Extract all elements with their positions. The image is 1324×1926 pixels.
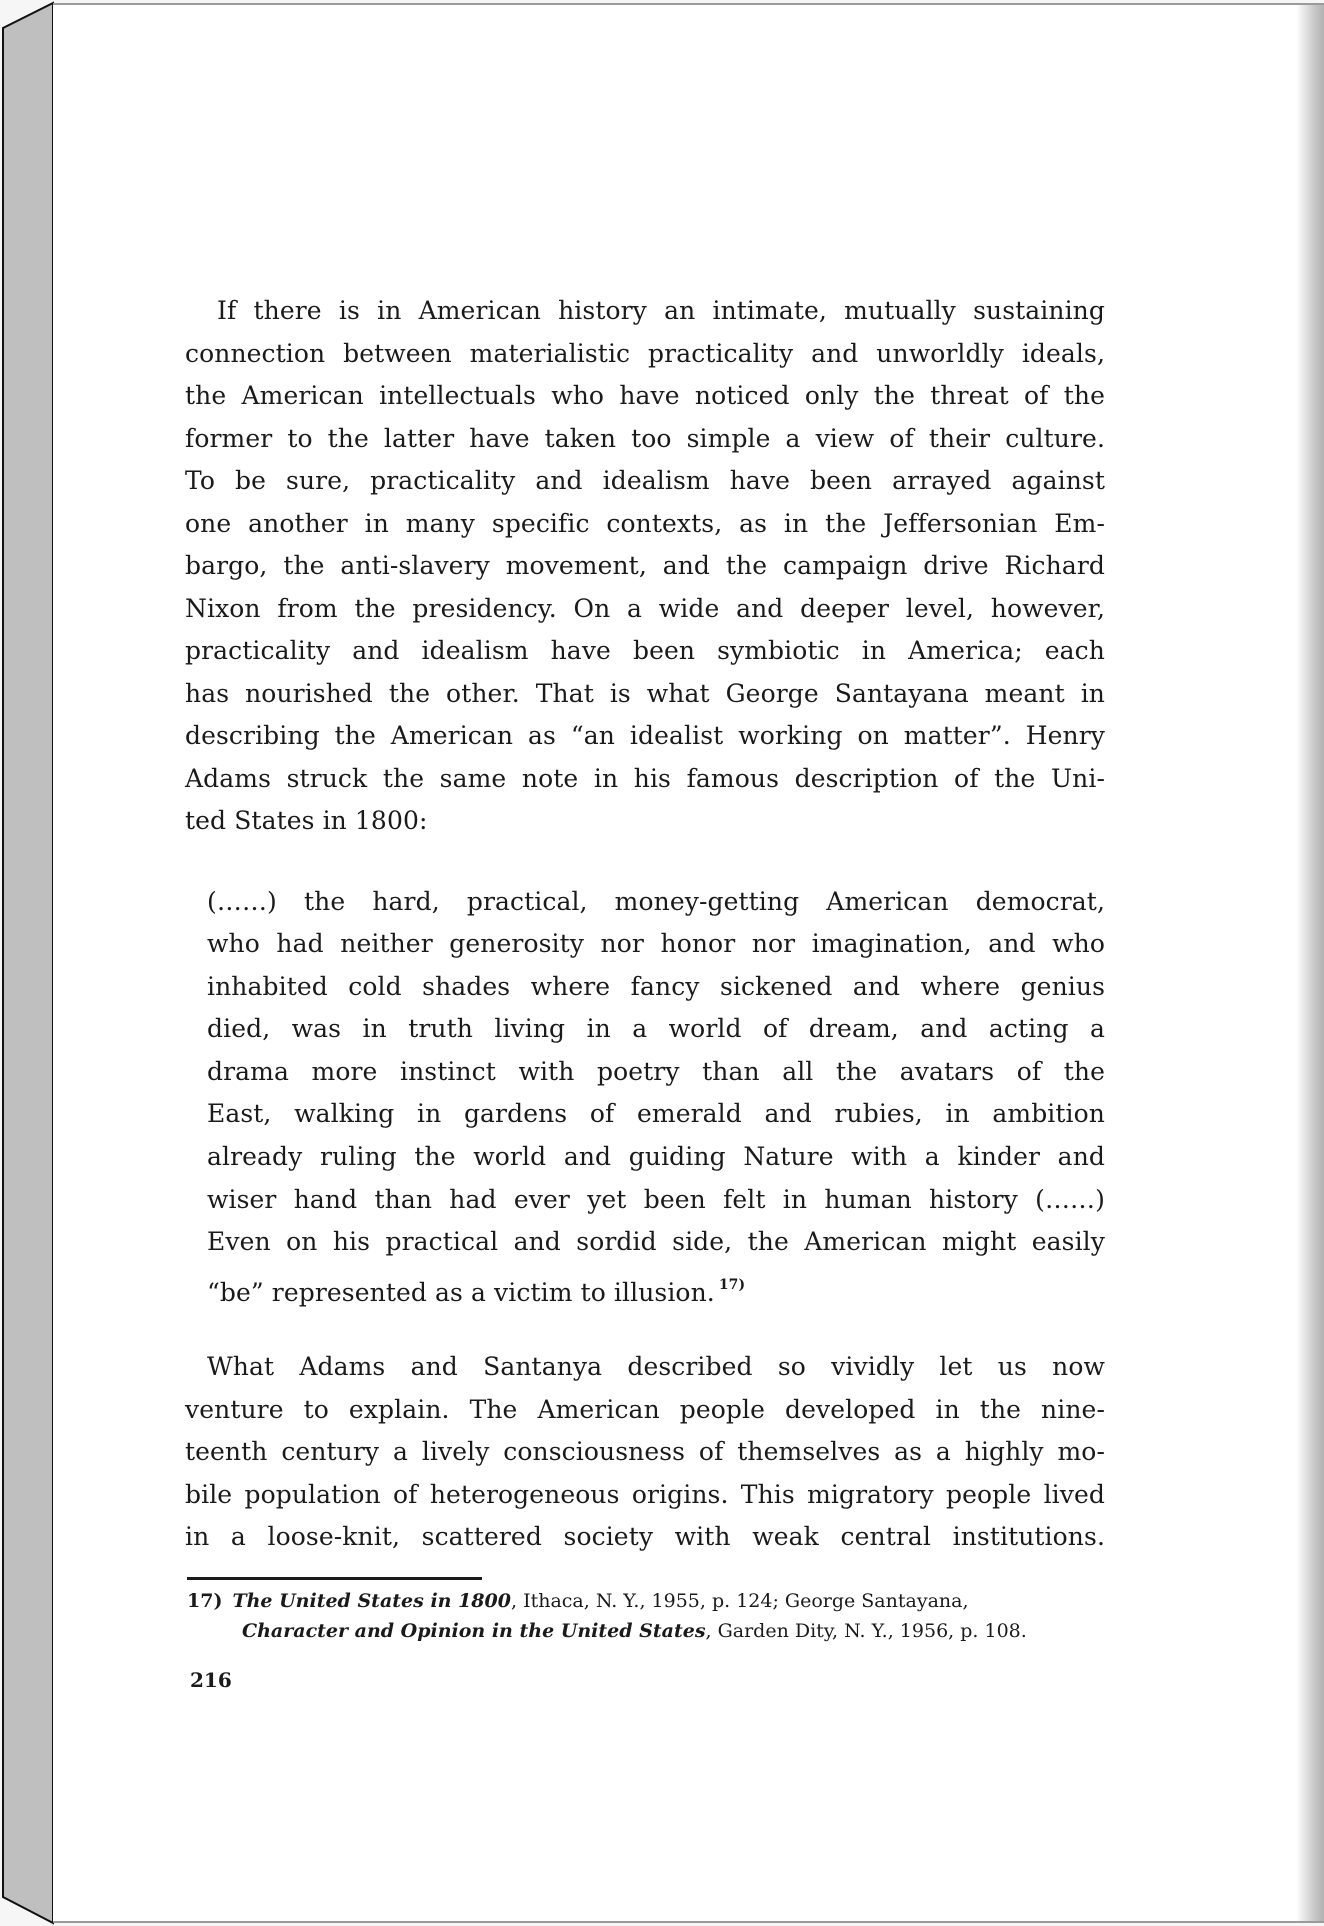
text-line: describing the American as “an idealist working on matter”. Henry bbox=[185, 721, 1105, 750]
text-line: connection between materialistic practicality and unworldly ideals, bbox=[185, 338, 1105, 368]
text-line: one another in many specific contexts, as in the Jeffersonian Em- bbox=[185, 508, 1105, 538]
page-number: 216 bbox=[190, 1668, 232, 1692]
footnote-reference[interactable]: 17) bbox=[718, 1276, 746, 1293]
quote-line: who had neither generosity nor honor nor imagination, and who bbox=[207, 929, 1105, 959]
quote-line: Even on his practical and sordid side, the American might easily bbox=[207, 1227, 1105, 1257]
quote-line: wiser hand than had ever yet been felt in human history (……) bbox=[207, 1184, 1105, 1214]
text-line: ted States in 1800: bbox=[185, 806, 428, 835]
text-line: former to the latter have taken too simple a view of their culture. bbox=[185, 423, 1105, 453]
book-spine bbox=[0, 0, 56, 1926]
quote-line: (……) the hard, practical, money-getting American democrat, bbox=[207, 886, 1105, 916]
footnote-title: The United States in 1800 bbox=[232, 1590, 511, 1612]
text-line: the American intellectuals who have noticed only the threat of the bbox=[185, 381, 1105, 410]
text-line: Adams struck the same note in his famous description of the Uni- bbox=[185, 763, 1105, 793]
text-line: has nourished the other. That is what George Santayana meant in bbox=[185, 678, 1105, 708]
paragraph-2 bbox=[185, 1346, 1105, 1559]
text-line: bile population of heterogeneous origins. This migratory people lived bbox=[185, 1479, 1105, 1509]
text-line: If there is in American history an intimate, mutually sustaining bbox=[217, 296, 1105, 325]
footnote-divider bbox=[187, 1577, 482, 1580]
footnote-line bbox=[187, 1586, 1107, 1616]
quote-line-last bbox=[207, 1264, 1105, 1307]
page-edge-shadow bbox=[1296, 5, 1324, 1921]
text-line: bargo, the anti-slavery movement, and the campaign drive Richard bbox=[185, 551, 1105, 580]
footnote-title: Character and Opinion in the United States bbox=[242, 1620, 706, 1642]
footnote-line bbox=[187, 1616, 1107, 1646]
footnotes bbox=[187, 1577, 1107, 1646]
text-line: teenth century a lively consciousness of themselves as a highly mo- bbox=[185, 1437, 1105, 1467]
quote-text: “be” represented as a victim to illusion. bbox=[207, 1277, 715, 1307]
quote-line: died, was in truth living in a world of dream, and acting a bbox=[207, 1014, 1105, 1044]
text-line: To be sure, practicality and idealism have been arrayed against bbox=[185, 466, 1105, 495]
footnote-text: , Ithaca, N. Y., 1955, p. 124; George Santayana, bbox=[510, 1590, 969, 1612]
text-line: What Adams and Santanya described so vividly let us now bbox=[207, 1352, 1105, 1382]
page-body bbox=[185, 290, 1105, 1559]
quote-line: inhabited cold shades where fancy sickened and where genius bbox=[207, 971, 1105, 1001]
footnote-number: 17) bbox=[187, 1590, 223, 1612]
text-line: Nixon from the presidency. On a wide and deeper level, however, bbox=[185, 593, 1105, 623]
text-line: in a loose-knit, scattered society with weak central institutions. bbox=[185, 1522, 1105, 1552]
paragraph-1 bbox=[185, 290, 1105, 843]
quote-line: East, walking in gardens of emerald and rubies, in ambition bbox=[207, 1099, 1105, 1129]
quote-line: drama more instinct with poetry than all the avatars of the bbox=[207, 1056, 1105, 1086]
text-line: practicality and idealism have been symbiotic in America; each bbox=[185, 636, 1105, 665]
text-line: venture to explain. The American people developed in the nine- bbox=[185, 1394, 1105, 1424]
quote-line: already ruling the world and guiding Nature with a kinder and bbox=[207, 1142, 1105, 1172]
footnote-text: , Garden Dity, N. Y., 1956, p. 108. bbox=[705, 1620, 1027, 1642]
block-quote bbox=[207, 881, 1105, 1307]
